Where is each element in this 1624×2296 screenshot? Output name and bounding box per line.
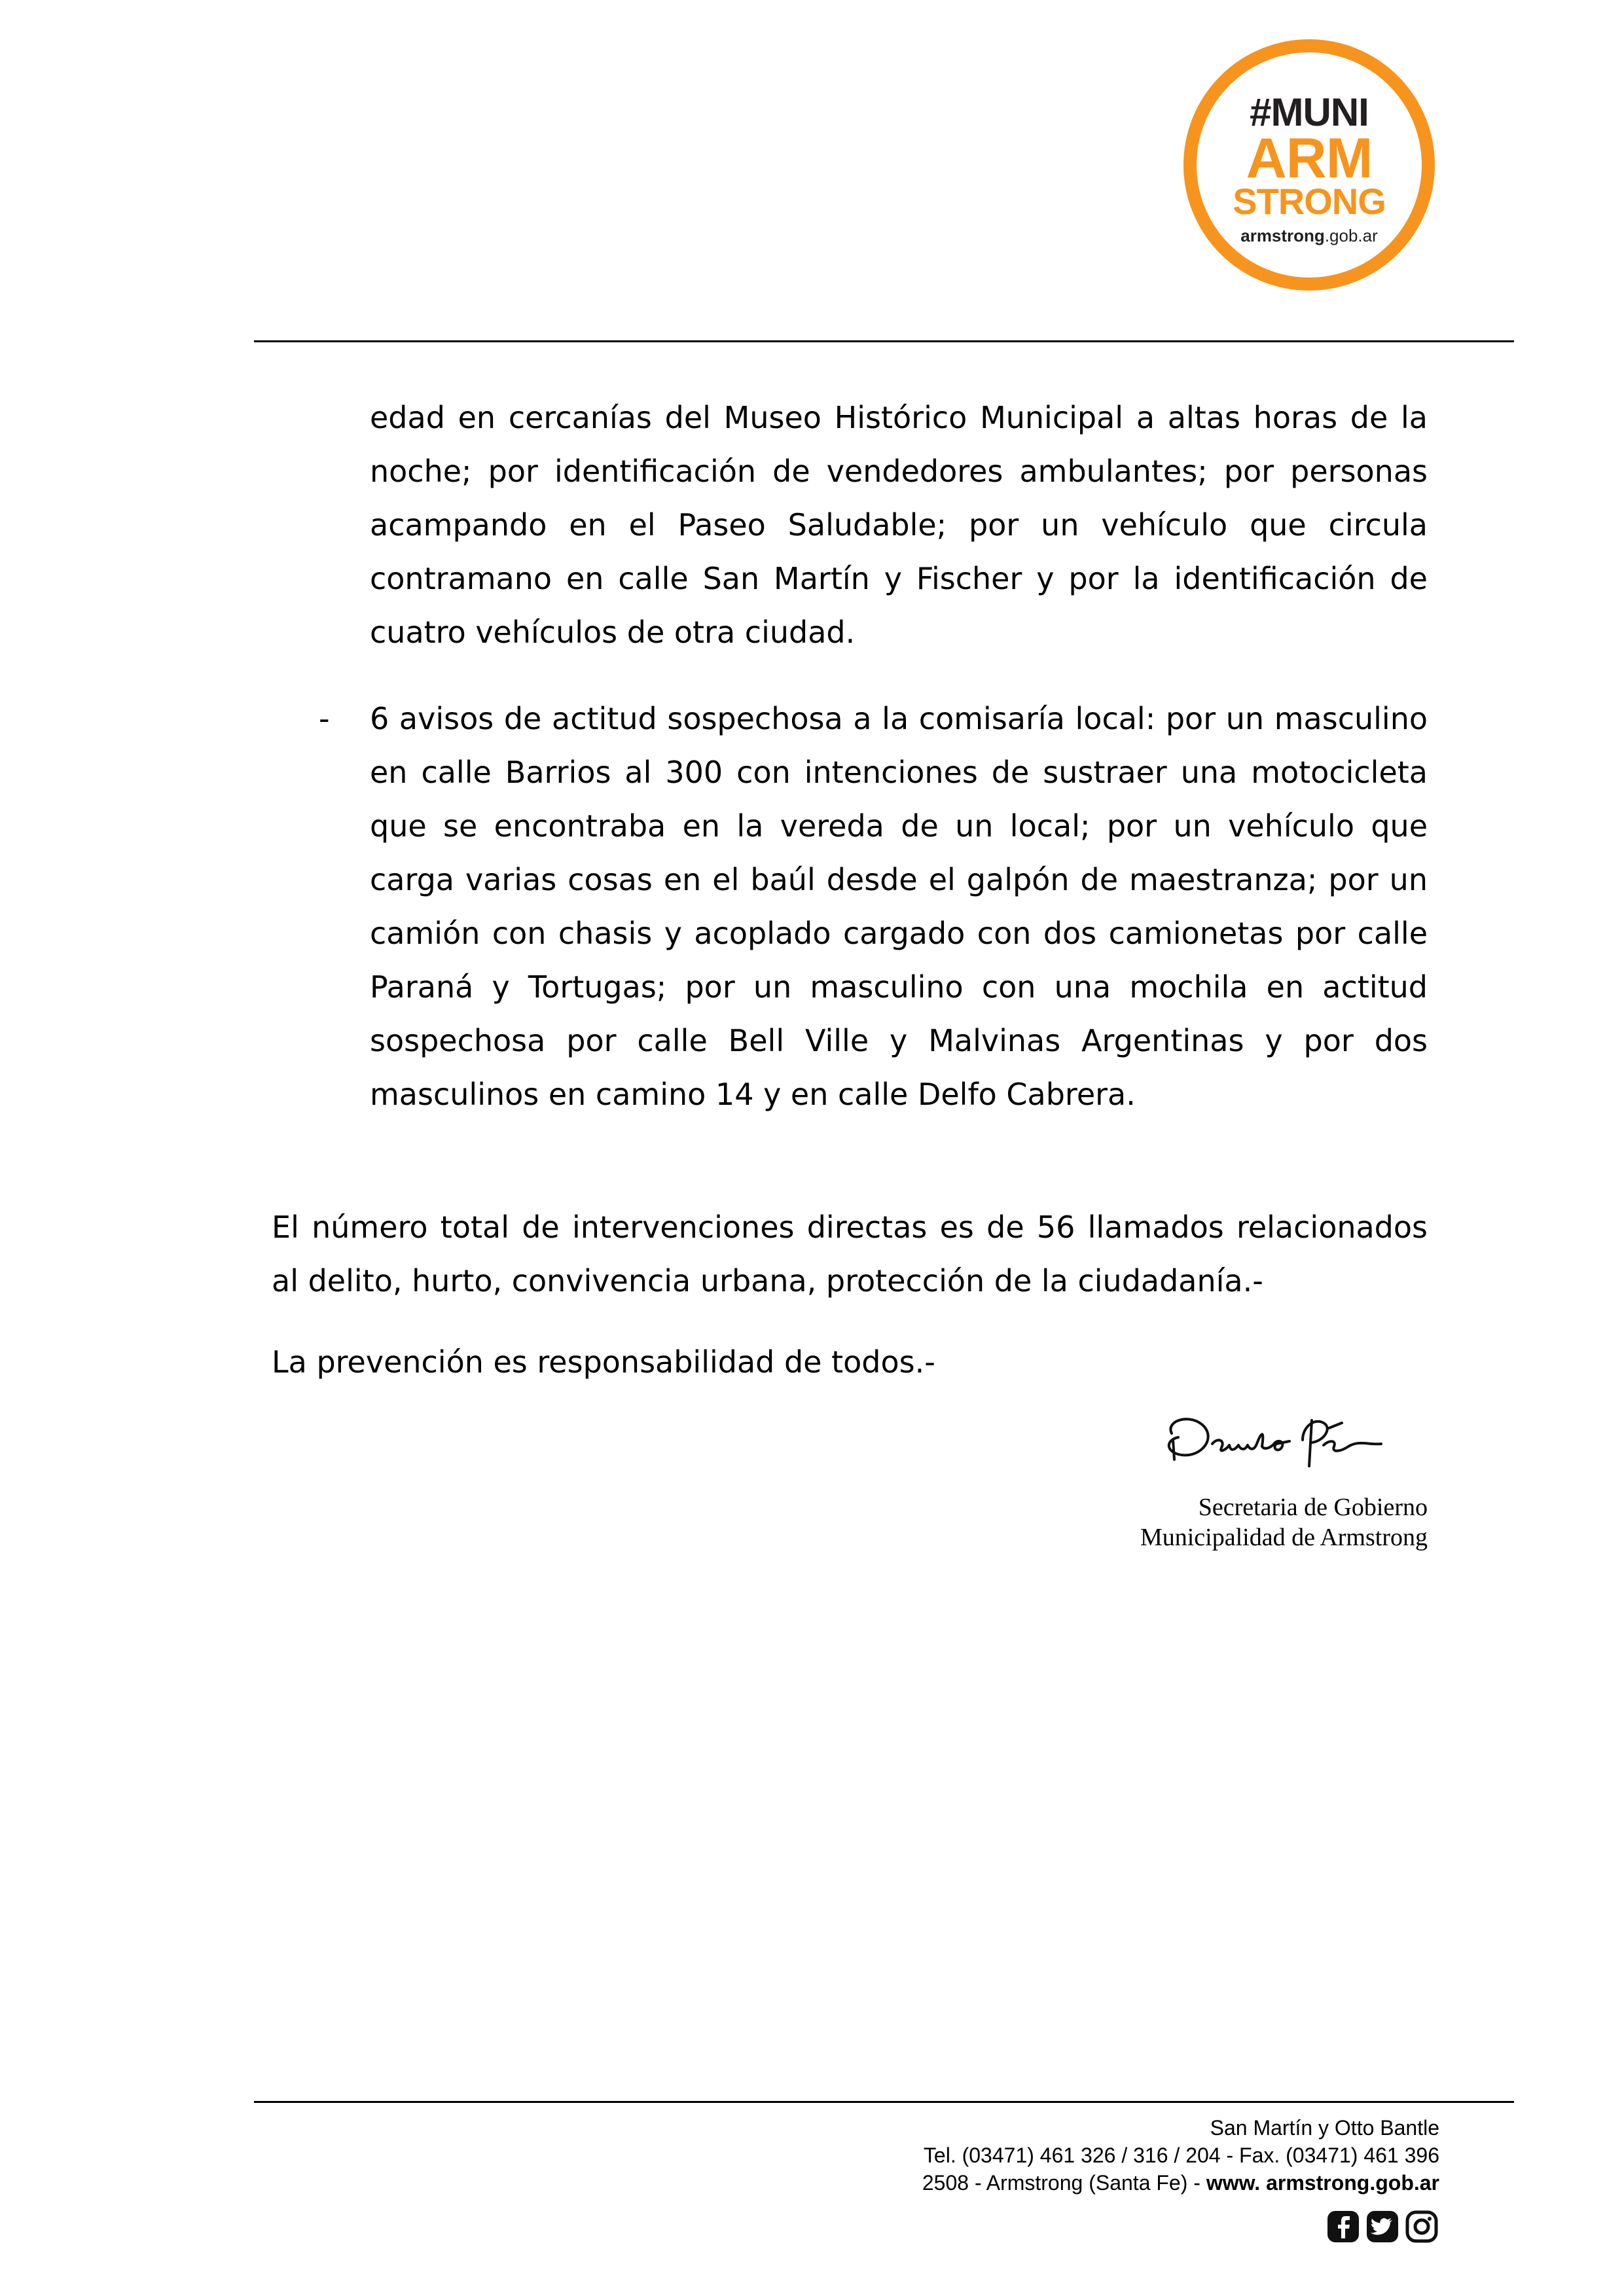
logo-domain: [1197, 226, 1422, 245]
signatory-institution: Municipalidad de Armstrong: [1140, 1524, 1428, 1551]
footer-city-line: [922, 2169, 1439, 2197]
instagram-icon[interactable]: [1404, 2209, 1439, 2244]
logo-domain-rest: .gob.ar: [1324, 226, 1378, 245]
footer-contact: [922, 2114, 1439, 2197]
logo-domain-bold: armstrong: [1240, 226, 1325, 245]
social-icons: [1326, 2209, 1439, 2244]
signatory-title: [1140, 1492, 1428, 1552]
logo-line-arm: ARM: [1246, 127, 1373, 190]
footer-city: 2508 - Armstrong (Santa Fe) -: [922, 2171, 1206, 2195]
closing-paragraph: La prevención es responsabilidad de todos.-: [272, 1344, 935, 1380]
bullet-continuation-text: edad en cercanías del Museo Histórico Municipal a altas horas de la noche; por identificación de vendedores ambulantes; por personas acampando en el Paseo Saludable; por un vehículo que circula contramano en calle San Martín y Fischer y por la identificación de cuatro vehículos de otra ciudad.: [370, 400, 1428, 650]
footer-phones: Tel. (03471) 461 326 / 316 / 204 - Fax. (03471) 461 396: [923, 2144, 1439, 2167]
logo-line-muni: #MUNI: [1250, 90, 1369, 134]
footer-address: San Martín y Otto Bantle: [1210, 2116, 1439, 2140]
twitter-icon[interactable]: [1365, 2209, 1400, 2244]
logo-line-strong: STRONG: [1233, 181, 1386, 222]
municipality-logo: [1183, 39, 1435, 291]
footer-divider: [254, 2101, 1514, 2103]
footer-website-link[interactable]: www. armstrong.gob.ar: [1206, 2171, 1439, 2195]
signatory-role: Secretaria de Gobierno: [1198, 1494, 1428, 1521]
bullet-marker: -: [319, 701, 330, 736]
summary-paragraph: El número total de intervenciones directas es de 56 llamados relacionados al delito, hurto, convivencia urbana, protección de la ciudadanía.-: [272, 1210, 1428, 1299]
header-divider: [254, 340, 1514, 342]
facebook-icon[interactable]: [1326, 2209, 1361, 2244]
bullet-item-text: 6 avisos de actitud sospechosa a la comisaría local: por un masculino en calle Barrios al 300 con intenciones de sustraer una motocicleta que se encontraba en la vereda de un local; por un vehículo que carga varias cosas en el baúl desde el galpón de maestranza; por un camión con chasis y acoplado cargado con dos camionetas por calle Paraná y Tortugas; por un masculino con una mochila en actitud sospechosa por calle Bell Ville y Malvinas Argentinas y por dos masculinos en camino 14 y en calle Delfo Cabrera.: [370, 701, 1428, 1112]
handwritten-signature: [1152, 1394, 1414, 1486]
